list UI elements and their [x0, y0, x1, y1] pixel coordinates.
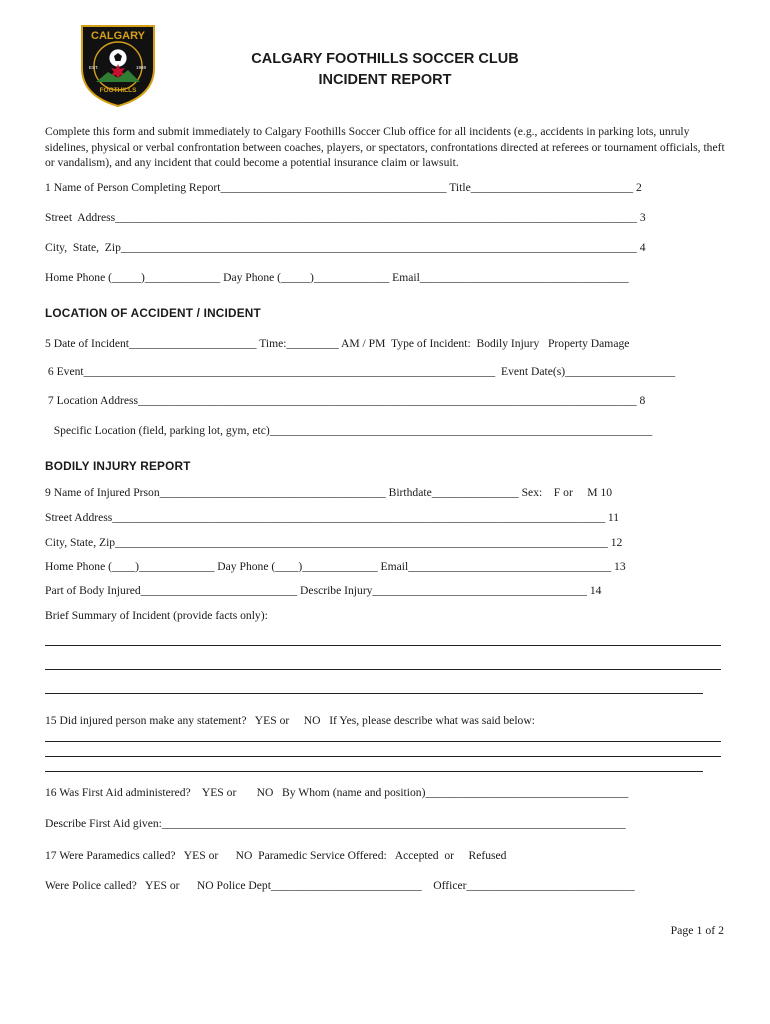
- section-location-heading: LOCATION OF ACCIDENT / INCIDENT: [45, 306, 261, 320]
- logo-est-left: EST.: [89, 65, 99, 70]
- summary-blank-line[interactable]: [45, 669, 721, 670]
- street-address-line[interactable]: Street Address__________________________________________________________________________________________ 3: [45, 211, 646, 224]
- section-bodily-injury-heading: BODILY INJURY REPORT: [45, 459, 191, 473]
- form-title: CALGARY FOOTHILLS SOCCER CLUB: [251, 51, 519, 67]
- incident-date-time-line[interactable]: 5 Date of Incident______________________ Time:_________ AM / PM Type of Incident: Bodily Injury Property Damage: [45, 337, 630, 350]
- logo-top-text: CALGARY: [91, 30, 145, 42]
- first-aid-question[interactable]: 16 Was First Aid administered? YES or NO By Whom (name and position)___________________________________: [45, 786, 629, 799]
- specific-location-line[interactable]: Specific Location (field, parking lot, gym, etc)__________________________________________________________________: [45, 424, 653, 437]
- police-question[interactable]: Were Police called? YES or NO Police Dept__________________________ Officer_____________________________: [45, 879, 635, 892]
- injured-name-line[interactable]: 9 Name of Injured Prson_______________________________________ Birthdate_______________ Sex: F or M 10: [45, 486, 613, 499]
- phone-email-line[interactable]: Home Phone (_____)_____________ Day Phone (_____)_____________ Email____________________________________: [45, 271, 629, 284]
- logo-est-right: 1969: [136, 65, 147, 70]
- injured-city-line[interactable]: City, State, Zip_____________________________________________________________________________________ 12: [45, 536, 623, 549]
- city-state-zip-line[interactable]: City, State, Zip_________________________________________________________________________________________ 4: [45, 241, 646, 254]
- summary-blank-line[interactable]: [45, 693, 703, 694]
- statement-question[interactable]: 15 Did injured person make any statement? YES or NO If Yes, please describe what was said below:: [45, 714, 535, 727]
- event-line[interactable]: 6 Event_______________________________________________________________________ Event Date(s)___________________: [45, 365, 676, 378]
- form-subtitle: INCIDENT REPORT: [318, 72, 452, 88]
- body-part-line[interactable]: Part of Body Injured___________________________ Describe Injury_____________________________________ 14: [45, 584, 602, 597]
- injured-phone-line[interactable]: Home Phone (____)_____________ Day Phone (____)_____________ Email___________________________________ 13: [45, 560, 626, 573]
- statement-blank-line[interactable]: [45, 756, 721, 757]
- injured-street-line[interactable]: Street Address_____________________________________________________________________________________ 11: [45, 511, 620, 524]
- first-aid-description-line[interactable]: Describe First Aid given:________________________________________________________________________________: [45, 817, 626, 830]
- logo-bottom-text: FOOTHILLS: [99, 87, 137, 94]
- summary-label: Brief Summary of Incident (provide facts only):: [45, 609, 268, 622]
- statement-blank-line[interactable]: [45, 741, 721, 742]
- paramedics-question[interactable]: 17 Were Paramedics called? YES or NO Paramedic Service Offered: Accepted or Refused: [45, 849, 507, 862]
- statement-blank-line[interactable]: [45, 771, 703, 772]
- intro-paragraph: Complete this form and submit immediately to Calgary Foothills Soccer Club office for all incidents (e.g., accidents in parking lots, unruly sidelines, physical or verbal confrontation between coaches, players, or spectators, confrontations directed at referees or tournament officials, theft or vandalism), and any incident that could become a potential insurance claim or lawsuit.: [45, 125, 725, 169]
- location-address-line[interactable]: 7 Location Address______________________________________________________________________________________ 8: [45, 394, 646, 407]
- page-number: Page 1 of 2: [670, 923, 724, 937]
- summary-blank-line[interactable]: [45, 645, 721, 646]
- name-title-line[interactable]: 1 Name of Person Completing Report_______________________________________ Title____________________________ 2: [45, 181, 642, 194]
